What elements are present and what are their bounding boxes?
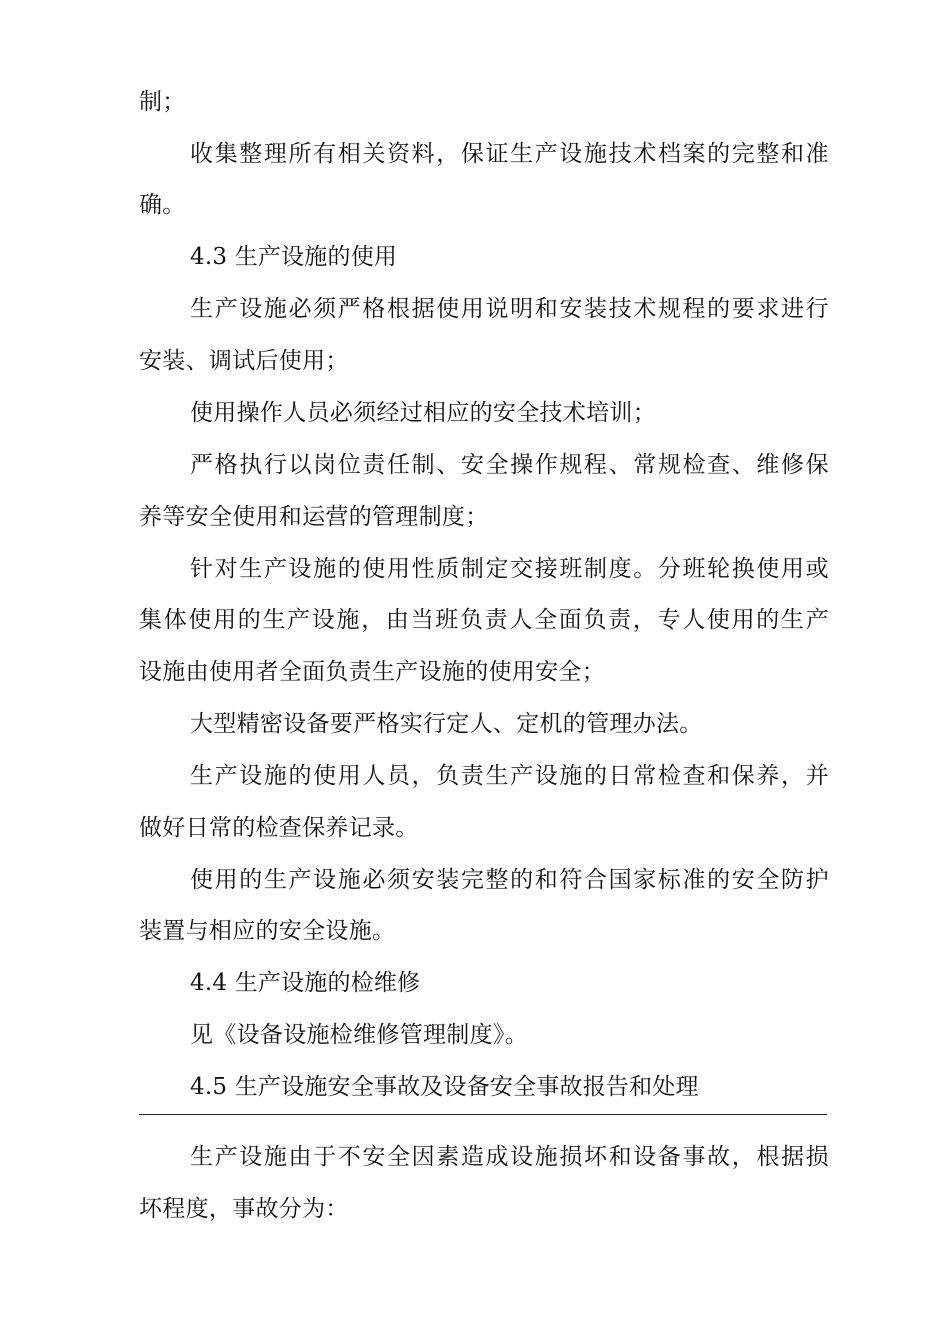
section-heading-4-3: 4.3 生产设施的使用 — [190, 244, 398, 270]
paragraph-line: 收集整理所有相关资料，保证生产设施技术档案的完整和准 — [190, 141, 829, 167]
paragraph-line: 养等安全使用和运营的管理制度； — [139, 504, 489, 530]
paragraph-line: 确。 — [139, 192, 186, 218]
section-heading-4-4: 4.4 生产设施的检维修 — [190, 970, 421, 996]
paragraph-line: 生产设施由于不安全因素造成设施损坏和设备事故，根据损 — [190, 1144, 829, 1170]
paragraph-line: 设施由使用者全面负责生产设施的使用安全； — [139, 659, 605, 685]
paragraph-line: 严格执行以岗位责任制、安全操作规程、常规检查、维修保 — [190, 452, 829, 478]
paragraph-line: 使用操作人员必须经过相应的安全技术培训； — [190, 400, 656, 426]
horizontal-divider — [139, 1114, 827, 1115]
paragraph-line: 装置与相应的安全设施。 — [139, 918, 396, 944]
paragraph-line: 做好日常的检查保养记录。 — [139, 815, 419, 841]
paragraph-line: 大型精密设备要严格实行定人、定机的管理办法。 — [190, 711, 703, 737]
paragraph-line: 生产设施的使用人员，负责生产设施的日常检查和保养，并 — [190, 763, 829, 789]
paragraph-line: 针对生产设施的使用性质制定交接班制度。分班轮换使用或 — [190, 556, 829, 582]
paragraph-line: 使用的生产设施必须安装完整的和符合国家标准的安全防护 — [190, 867, 829, 893]
paragraph-line: 生产设施必须严格根据使用说明和安装技术规程的要求进行 — [190, 296, 829, 322]
paragraph-line: 见《设备设施检维修管理制度》。 — [190, 1022, 528, 1048]
section-heading-4-5: 4.5 生产设施安全事故及设备安全事故报告和处理 — [190, 1074, 699, 1100]
paragraph-line: 制； — [139, 89, 186, 115]
paragraph-line: 集体使用的生产设施，由当班负责人全面负责，专人使用的生产 — [139, 607, 829, 633]
paragraph-line: 坏程度，事故分为： — [139, 1196, 349, 1222]
paragraph-line: 安装、调试后使用； — [139, 348, 349, 374]
